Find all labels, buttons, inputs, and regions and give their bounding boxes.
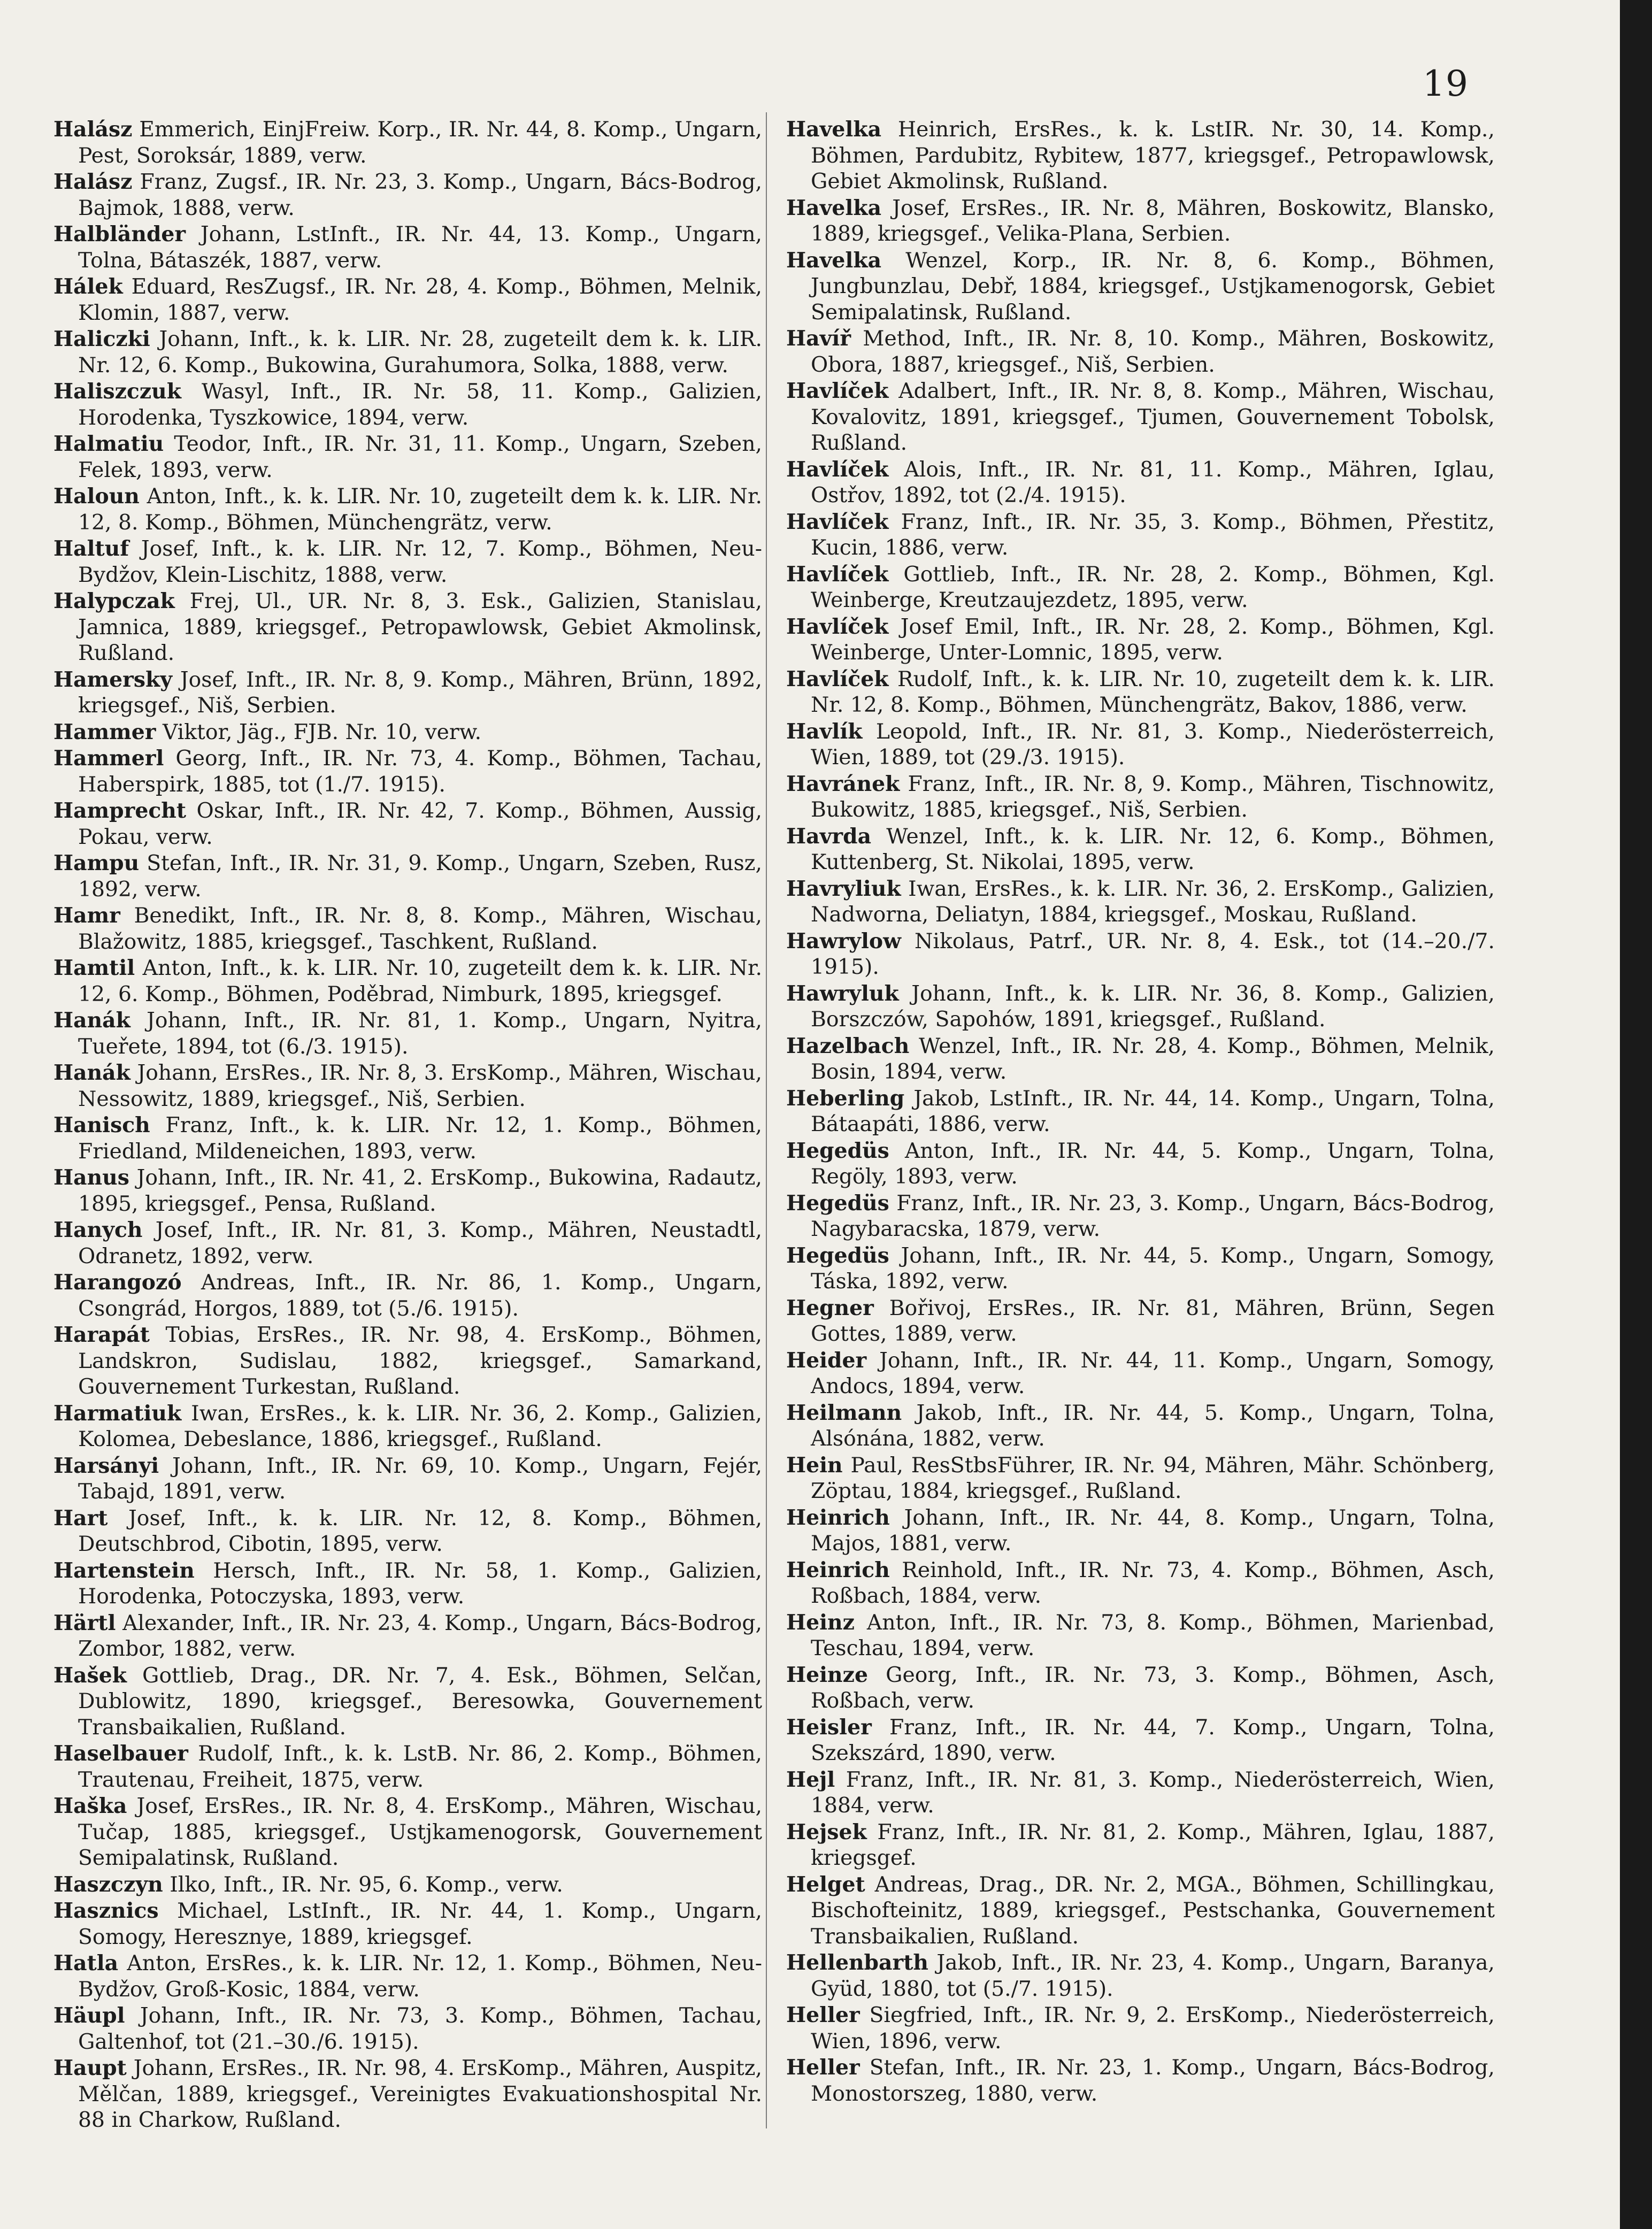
register-entry — [786, 1190, 1495, 1243]
entry-details: Leopold, Inft., IR. Nr. 81, 3. Komp., Niederösterreich, Wien, 1889, tot (29./3. 1915). — [811, 719, 1495, 770]
entry-details: Emmerich, EinjFreiw. Korp., IR. Nr. 44, 8. Komp., Ungarn, Pest, Soroksár, 1889, verw. — [78, 118, 762, 168]
register-entry — [53, 1898, 762, 1950]
entry-details: Franz, Inft., IR. Nr. 35, 3. Komp., Böhmen, Přestitz, Kucin, 1886, verw. — [811, 510, 1495, 560]
entry-surname: Helget — [786, 1872, 865, 1897]
entry-details: Heinrich, ErsRes., k. k. LstIR. Nr. 30, 14. Komp., Böhmen, Pardubitz, Rybitew, 1877, kriegsgef., Petropawlowsk, Gebiet Akmolinsk, Rußland. — [811, 118, 1495, 194]
entry-surname: Haška — [53, 1794, 127, 1818]
entry-surname: Hejl — [786, 1767, 835, 1792]
entry-details: Josef, Inft., IR. Nr. 8, 9. Komp., Mähren, Brünn, 1892, kriegsgef., Niš, Serbien. — [78, 667, 762, 718]
entry-details: Method, Inft., IR. Nr. 8, 10. Komp., Mähren, Boskowitz, Obora, 1887, kriegsgef., Niš, Serbien. — [811, 327, 1495, 377]
entry-details: Gottlieb, Inft., IR. Nr. 28, 2. Komp., Böhmen, Kgl. Weinberge, Kreutzaujezdetz, 1895, verw. — [811, 562, 1495, 612]
entry-details: Johann, Inft., IR. Nr. 44, 11. Komp., Ungarn, Somogy, Andocs, 1894, verw. — [811, 1348, 1495, 1398]
register-entry — [53, 1322, 762, 1401]
entry-surname: Havelka — [786, 248, 882, 273]
register-entry — [53, 1505, 762, 1558]
entry-surname: Hamersky — [53, 667, 173, 692]
entry-surname: Harmatiuk — [53, 1401, 182, 1426]
entry-details: Oskar, Inft., IR. Nr. 42, 7. Komp., Böhmen, Aussig, Pokau, verw. — [78, 799, 762, 849]
register-entry — [53, 221, 762, 274]
entry-surname: Hanisch — [53, 1113, 150, 1137]
entry-details: Ilko, Inft., IR. Nr. 95, 6. Komp., verw. — [170, 1872, 563, 1897]
entry-details: Franz, Inft., k. k. LIR. Nr. 12, 1. Komp., Böhmen, Friedland, Mildeneichen, 1893, verw. — [78, 1113, 762, 1164]
entry-details: Franz, Zugsf., IR. Nr. 23, 3. Komp., Ungarn, Bács-Bodrog, Bajmok, 1888, verw. — [78, 170, 762, 220]
register-entry — [786, 117, 1495, 195]
register-entry — [786, 195, 1495, 248]
entry-details: Anton, Inft., k. k. LIR. Nr. 10, zugeteilt dem k. k. LIR. Nr. 12, 6. Komp., Böhmen, Poděbrad, Nimburk, 1895, kriegsgef. — [78, 956, 762, 1006]
register-entry — [53, 588, 762, 667]
register-entry — [53, 379, 762, 431]
entry-surname: Havelka — [786, 117, 882, 142]
entry-details: Tobias, ErsRes., IR. Nr. 98, 4. ErsKomp., Böhmen, Landskron, Sudislau, 1882, kriegsgef., Samarkand, Gouvernement Turkestan, Rußland. — [78, 1323, 763, 1399]
entry-surname: Havlíček — [786, 457, 889, 482]
entry-surname: Havelka — [786, 195, 882, 220]
entry-surname: Halbländer — [53, 222, 186, 247]
register-entry — [53, 1217, 762, 1270]
entry-surname: Hammer — [53, 719, 156, 744]
register-entry — [786, 1243, 1495, 1295]
entry-details: Johann, Inft., IR. Nr. 73, 3. Komp., Böhmen, Tachau, Galtenhof, tot (21.–30./6. 1915). — [78, 2004, 763, 2054]
entry-surname: Havlíček — [786, 614, 889, 639]
entry-surname: Heinrich — [786, 1557, 890, 1582]
entry-surname: Heinze — [786, 1662, 868, 1687]
entry-surname: Hanych — [53, 1218, 143, 1242]
register-entry — [786, 614, 1495, 666]
register-entry — [786, 1086, 1495, 1138]
register-entry — [786, 1138, 1495, 1190]
entry-details: Gottlieb, Drag., DR. Nr. 7, 4. Esk., Böhmen, Selčan, Dublowitz, 1890, kriegsgef., Beresowka, Gouvernement Transbaikalien, Rußland. — [78, 1663, 762, 1740]
entry-surname: Heinrich — [786, 1505, 890, 1530]
register-entry — [786, 1819, 1495, 1872]
entry-surname: Havlíček — [786, 562, 889, 587]
entry-surname: Hasznics — [53, 1899, 159, 1923]
register-entry — [53, 1793, 762, 1872]
entry-surname: Hawrylow — [786, 928, 901, 954]
entry-details: Jakob, Inft., IR. Nr. 44, 5. Komp., Ungarn, Tolna, Alsónána, 1882, verw. — [811, 1401, 1495, 1451]
entry-details: Anton, Inft., k. k. LIR. Nr. 10, zugeteilt dem k. k. LIR. Nr. 12, 8. Komp., Böhmen, Münchengrätz, verw. — [78, 485, 762, 535]
entry-details: Josef, ErsRes., IR. Nr. 8, 4. ErsKomp., Mähren, Wischau, Tučap, 1885, kriegsgef., Ustjkamenogorsk, Gouvernement Semipalatinsk, Rußland. — [78, 1794, 762, 1870]
entry-details: Jakob, LstInft., IR. Nr. 44, 14. Komp., Ungarn, Tolna, Bátaapáti, 1886, verw. — [811, 1086, 1495, 1136]
register-entry — [786, 928, 1495, 981]
entry-details: Johann, Inft., IR. Nr. 41, 2. ErsKomp., Bukowina, Radautz, 1895, kriegsgef., Pensa, Rußland. — [78, 1166, 762, 1216]
register-entry — [786, 824, 1495, 876]
entry-details: Johann, Inft., IR. Nr. 81, 1. Komp., Ungarn, Nyitra, Tueřete, 1894, tot (6./3. 1915). — [78, 1009, 762, 1059]
register-entry — [53, 1060, 762, 1112]
register-entry — [786, 1452, 1495, 1505]
register-entry — [53, 1950, 762, 2003]
entry-details: Alois, Inft., IR. Nr. 81, 11. Komp., Mähren, Iglau, Ostřov, 1892, tot (2./4. 1915). — [811, 457, 1495, 508]
register-entry — [53, 1872, 762, 1899]
column-divider — [766, 112, 767, 2128]
register-entry — [53, 903, 762, 955]
entry-surname: Halász — [53, 117, 133, 142]
entry-surname: Hampu — [53, 851, 140, 875]
entry-surname: Havlík — [786, 719, 863, 744]
register-entry — [786, 1505, 1495, 1557]
register-entry — [53, 1112, 762, 1165]
entry-surname: Heilmann — [786, 1400, 902, 1425]
register-entry — [786, 378, 1495, 457]
entry-details: Frej, Ul., UR. Nr. 8, 3. Esk., Galizien, Stanislau, Jamnica, 1889, kriegsgef., Petropawlowsk, Gebiet Akmolinsk, Rußland. — [78, 589, 762, 665]
entry-surname: Hegner — [786, 1295, 874, 1320]
entry-details: Johann, Inft., k. k. LIR. Nr. 28, zugeteilt dem k. k. LIR. Nr. 12, 6. Komp., Bukowina, Gurahumora, Solka, 1888, verw. — [78, 327, 762, 378]
entry-details: Johann, ErsRes., IR. Nr. 8, 3. ErsKomp., Mähren, Wischau, Nessowitz, 1889, kriegsgef., Niš, Serbien. — [78, 1061, 763, 1111]
entry-surname: Haupt — [53, 2056, 127, 2080]
register-entry — [53, 2003, 762, 2055]
entry-details: Alexander, Inft., IR. Nr. 23, 4. Komp., Ungarn, Bács-Bodrog, Zombor, 1882, verw. — [78, 1611, 762, 1661]
entry-details: Johann, Inft., IR. Nr. 44, 8. Komp., Ungarn, Tolna, Majos, 1881, verw. — [811, 1505, 1495, 1556]
entry-details: Josef, ErsRes., IR. Nr. 8, Mähren, Boskowitz, Blansko, 1889, kriegsgef., Velika-Plana, Serbien. — [811, 196, 1495, 246]
entry-details: Andreas, Drag., DR. Nr. 2, MGA., Böhmen, Schillingkau, Bischofteinitz, 1889, kriegsgef., Pestschanka, Gouvernement Transbaikalien, Rußland. — [811, 1872, 1495, 1949]
register-entry — [53, 2055, 762, 2134]
entry-details: Franz, Inft., IR. Nr. 44, 7. Komp., Ungarn, Tolna, Szekszárd, 1890, verw. — [811, 1715, 1495, 1765]
register-entry — [786, 719, 1495, 771]
entry-details: Stefan, Inft., IR. Nr. 31, 9. Komp., Ungarn, Szeben, Rusz, 1892, verw. — [78, 851, 762, 902]
entry-surname: Haszczyn — [53, 1872, 163, 1897]
entry-details: Franz, Inft., IR. Nr. 81, 3. Komp., Niederösterreich, Wien, 1884, verw. — [811, 1767, 1495, 1818]
page-edge — [1620, 0, 1652, 2229]
entry-surname: Hawryluk — [786, 981, 899, 1006]
register-entry — [53, 850, 762, 903]
entry-surname: Hanák — [53, 1060, 130, 1085]
register-entry — [786, 1767, 1495, 1819]
entry-details: Josef, Inft., IR. Nr. 81, 3. Komp., Mähren, Neustadtl, Odranetz, 1892, verw. — [78, 1218, 762, 1269]
page-number: 19 — [1423, 63, 1469, 104]
register-entry — [786, 1715, 1495, 1767]
entry-surname: Heinz — [786, 1610, 855, 1635]
entry-details: Anton, Inft., IR. Nr. 73, 8. Komp., Böhmen, Marienbad, Teschau, 1894, verw. — [811, 1610, 1495, 1661]
entry-surname: Hejsek — [786, 1819, 867, 1844]
entry-surname: Hazelbach — [786, 1033, 910, 1058]
entry-details: Josef Emil, Inft., IR. Nr. 28, 2. Komp., Böhmen, Kgl. Weinberge, Unter-Lomnic, 1895, verw. — [811, 614, 1495, 665]
entry-surname: Haliszczuk — [53, 379, 181, 404]
register-entry — [786, 1295, 1495, 1348]
register-entry — [786, 876, 1495, 928]
register-entry — [786, 666, 1495, 719]
register-entry — [53, 1558, 762, 1610]
entry-details: Wenzel, Inft., IR. Nr. 28, 4. Komp., Böhmen, Melnik, Bosin, 1894, verw. — [811, 1034, 1495, 1084]
entry-surname: Hamtil — [53, 956, 135, 980]
entry-surname: Hegedüs — [786, 1190, 889, 1216]
entry-details: Iwan, ErsRes., k. k. LIR. Nr. 36, 2. ErsKomp., Galizien, Nadworna, Deliatyn, 1884, kriegsgef., Moskau, Rußland. — [811, 877, 1495, 927]
entry-details: Teodor, Inft., IR. Nr. 31, 11. Komp., Ungarn, Szeben, Felek, 1893, verw. — [78, 432, 762, 482]
register-entry — [53, 431, 762, 483]
register-entry — [786, 1557, 1495, 1610]
entry-details: Jakob, Inft., IR. Nr. 23, 4. Komp., Ungarn, Baranya, Gyüd, 1880, tot (5./7. 1915). — [811, 1951, 1495, 2001]
entry-details: Georg, Inft., IR. Nr. 73, 4. Komp., Böhmen, Tachau, Haberspirk, 1885, tot (1./7. 1915). — [78, 747, 762, 797]
register-entry — [786, 509, 1495, 562]
entry-details: Viktor, Jäg., FJB. Nr. 10, verw. — [162, 720, 482, 744]
entry-surname: Hamprecht — [53, 798, 187, 823]
entry-surname: Häupl — [53, 2003, 125, 2028]
register-entry — [53, 798, 762, 850]
entry-surname: Hein — [786, 1452, 843, 1478]
entry-details: Wasyl, Inft., IR. Nr. 58, 11. Komp., Galizien, Horodenka, Tyszkowice, 1894, verw. — [78, 380, 762, 430]
entry-surname: Halász — [53, 170, 133, 194]
entry-details: Paul, ResStbsFührer, IR. Nr. 94, Mähren, Mähr. Schönberg, Zöptau, 1884, kriegsgef., Rußland. — [811, 1453, 1495, 1503]
register-entry — [786, 1950, 1495, 2002]
register-entry — [53, 1401, 762, 1453]
entry-details: Adalbert, Inft., IR. Nr. 8, 8. Komp., Mähren, Wischau, Kovalovitz, 1891, kriegsgef., Tjumen, Gouvernement Tobolsk, Rußland. — [811, 379, 1495, 455]
entry-surname: Hegedüs — [786, 1243, 889, 1268]
entry-details: Bořivoj, ErsRes., IR. Nr. 81, Mähren, Brünn, Segen Gottes, 1889, verw. — [811, 1296, 1495, 1346]
register-entry — [786, 2055, 1495, 2107]
entry-surname: Hanus — [53, 1165, 129, 1190]
register-entry — [786, 562, 1495, 614]
right-column — [786, 117, 1495, 2107]
entry-details: Johann, Inft., IR. Nr. 44, 5. Komp., Ungarn, Somogy, Táska, 1892, verw. — [811, 1243, 1495, 1294]
register-entry — [53, 274, 762, 326]
entry-details: Franz, Inft., IR. Nr. 81, 2. Komp., Mähren, Iglau, 1887, kriegsgef. — [811, 1820, 1495, 1870]
register-entry — [786, 1400, 1495, 1452]
register-entry — [786, 1033, 1495, 1086]
entry-surname: Harapát — [53, 1323, 150, 1347]
register-entry — [53, 667, 762, 719]
register-entry — [53, 483, 762, 536]
entry-details: Wenzel, Korp., IR. Nr. 8, 6. Komp., Böhmen, Jungbunzlau, Debř, 1884, kriegsgef., Ustjkamenogorsk, Gebiet Semipalatinsk, Rußland. — [811, 248, 1495, 325]
register-entry — [786, 457, 1495, 509]
entry-surname: Havryliuk — [786, 876, 901, 901]
entry-details: Rudolf, Inft., k. k. LstB. Nr. 86, 2. Komp., Böhmen, Trautenau, Freiheit, 1875, verw. — [78, 1742, 762, 1792]
entry-surname: Havlíček — [786, 666, 889, 691]
entry-details: Anton, ErsRes., k. k. LIR. Nr. 12, 1. Komp., Böhmen, Neu-Bydžov, Groß-Kosic, 1884, verw. — [78, 1951, 762, 2002]
entry-details: Wenzel, Inft., k. k. LIR. Nr. 12, 6. Komp., Böhmen, Kuttenberg, St. Nikolai, 1895, verw. — [811, 824, 1495, 874]
register-entry — [53, 1008, 762, 1060]
entry-details: Johann, LstInft., IR. Nr. 44, 13. Komp., Ungarn, Tolna, Bátaszék, 1887, verw. — [78, 222, 762, 273]
entry-details: Johann, Inft., IR. Nr. 69, 10. Komp., Ungarn, Fejér, Tabajd, 1891, verw. — [78, 1454, 762, 1504]
entry-details: Franz, Inft., IR. Nr. 23, 3. Komp., Ungarn, Bács-Bodrog, Nagybaracska, 1879, verw. — [811, 1191, 1495, 1241]
entry-surname: Hanák — [53, 1008, 130, 1033]
entry-surname: Haselbauer — [53, 1741, 188, 1766]
entry-details: Johann, ErsRes., IR. Nr. 98, 4. ErsKomp., Mähren, Auspitz, Mělčan, 1889, kriegsgef., Vereinigtes Evakuationshospital Nr. 88 in Charkow, Rußland. — [78, 2056, 762, 2132]
register-entry — [786, 1662, 1495, 1715]
register-entry — [786, 1610, 1495, 1662]
register-entry — [53, 1270, 762, 1322]
entry-details: Josef, Inft., k. k. LIR. Nr. 12, 7. Komp., Böhmen, Neu-Bydžov, Klein-Lischitz, 1888, verw. — [78, 537, 762, 587]
entry-surname: Hartenstein — [53, 1558, 195, 1583]
left-column — [53, 117, 762, 2134]
entry-surname: Havlíček — [786, 509, 889, 534]
entry-surname: Havíř — [786, 326, 851, 351]
register-entry — [786, 1348, 1495, 1400]
entry-surname: Härtl — [53, 1610, 116, 1635]
register-entry — [53, 117, 762, 169]
register-entry — [53, 1610, 762, 1663]
entry-details: Johann, Inft., k. k. LIR. Nr. 36, 8. Komp., Galizien, Borszczów, Sapohów, 1891, kriegsgef., Rußland. — [811, 981, 1495, 1032]
register-entry — [53, 1165, 762, 1217]
entry-details: Reinhold, Inft., IR. Nr. 73, 4. Komp., Böhmen, Asch, Roßbach, 1884, verw. — [811, 1558, 1495, 1608]
entry-surname: Hatla — [53, 1951, 119, 1976]
entry-surname: Heller — [786, 2055, 860, 2080]
entry-surname: Harangozó — [53, 1270, 182, 1295]
entry-details: Michael, LstInft., IR. Nr. 44, 1. Komp., Ungarn, Somogy, Heresznye, 1889, kriegsgef. — [78, 1899, 762, 1949]
entry-details: Stefan, Inft., IR. Nr. 23, 1. Komp., Ungarn, Bács-Bodrog, Monostorszeg, 1880, verw. — [811, 2056, 1495, 2106]
register-entry — [53, 326, 762, 379]
entry-surname: Hegedüs — [786, 1138, 889, 1163]
register-entry — [53, 1663, 762, 1741]
entry-surname: Haloun — [53, 484, 140, 509]
entry-surname: Hammerl — [53, 746, 164, 771]
entry-details: Hersch, Inft., IR. Nr. 58, 1. Komp., Galizien, Horodenka, Potoczyska, 1893, verw. — [78, 1558, 762, 1609]
entry-details: Iwan, ErsRes., k. k. LIR. Nr. 36, 2. Komp., Galizien, Kolomea, Debeslance, 1886, kriegsgef., Rußland. — [78, 1401, 762, 1451]
entry-surname: Halypczak — [53, 589, 175, 613]
register-entry — [786, 248, 1495, 326]
entry-surname: Harsányi — [53, 1453, 159, 1478]
register-entry — [53, 1741, 762, 1793]
entry-surname: Havránek — [786, 771, 900, 796]
register-entry — [786, 981, 1495, 1033]
entry-details: Georg, Inft., IR. Nr. 73, 3. Komp., Böhmen, Asch, Roßbach, verw. — [811, 1663, 1495, 1713]
entry-surname: Heider — [786, 1348, 867, 1373]
register-entry — [786, 326, 1495, 378]
entry-surname: Heberling — [786, 1086, 905, 1111]
entry-surname: Haliczki — [53, 327, 150, 351]
register-entry — [786, 2002, 1495, 2055]
register-entry — [786, 1872, 1495, 1950]
register-entry — [53, 169, 762, 221]
entry-surname: Heller — [786, 2003, 860, 2027]
entry-surname: Halmatiu — [53, 432, 164, 456]
entry-surname: Haltuf — [53, 536, 129, 561]
entry-details: Siegfried, Inft., IR. Nr. 9, 2. ErsKomp., Niederösterreich, Wien, 1896, verw. — [811, 2003, 1495, 2054]
entry-surname: Hellenbarth — [786, 1950, 928, 1975]
entry-details: Eduard, ResZugsf., IR. Nr. 28, 4. Komp., Böhmen, Melnik, Klomin, 1887, verw. — [78, 275, 763, 325]
entry-details: Nikolaus, Patrf., UR. Nr. 8, 4. Esk., tot (14.–20./7. 1915). — [811, 929, 1495, 979]
entry-details: Franz, Inft., IR. Nr. 8, 9. Komp., Mähren, Tischnowitz, Bukowitz, 1885, kriegsgef., Niš, Serbien. — [811, 772, 1495, 822]
entry-surname: Heisler — [786, 1715, 872, 1740]
entry-surname: Hamr — [53, 903, 120, 928]
entry-surname: Hašek — [53, 1663, 127, 1688]
register-entry — [53, 719, 762, 746]
entry-details: Benedikt, Inft., IR. Nr. 8, 8. Komp., Mähren, Wischau, Blažowitz, 1885, kriegsgef., Taschkent, Rußland. — [78, 904, 762, 954]
entry-surname: Hálek — [53, 274, 123, 299]
register-entry — [53, 955, 762, 1008]
entry-surname: Havlíček — [786, 379, 889, 403]
entry-details: Rudolf, Inft., k. k. LIR. Nr. 10, zugeteilt dem k. k. LIR. Nr. 12, 8. Komp., Böhmen, Münchengrätz, Bakov, 1886, verw. — [811, 667, 1495, 717]
entry-details: Andreas, Inft., IR. Nr. 86, 1. Komp., Ungarn, Csongrád, Horgos, 1889, tot (5./6. 1915). — [78, 1271, 762, 1321]
entry-details: Josef, Inft., k. k. LIR. Nr. 12, 8. Komp., Böhmen, Deutschbrod, Cibotin, 1895, verw. — [78, 1506, 762, 1556]
register-entry — [786, 771, 1495, 824]
register-entry — [53, 536, 762, 588]
entry-surname: Havrda — [786, 824, 872, 849]
entry-details: Anton, Inft., IR. Nr. 44, 5. Komp., Ungarn, Tolna, Regöly, 1893, verw. — [811, 1139, 1495, 1189]
register-entry — [53, 1453, 762, 1505]
register-entry — [53, 745, 762, 798]
entry-surname: Hart — [53, 1505, 108, 1531]
